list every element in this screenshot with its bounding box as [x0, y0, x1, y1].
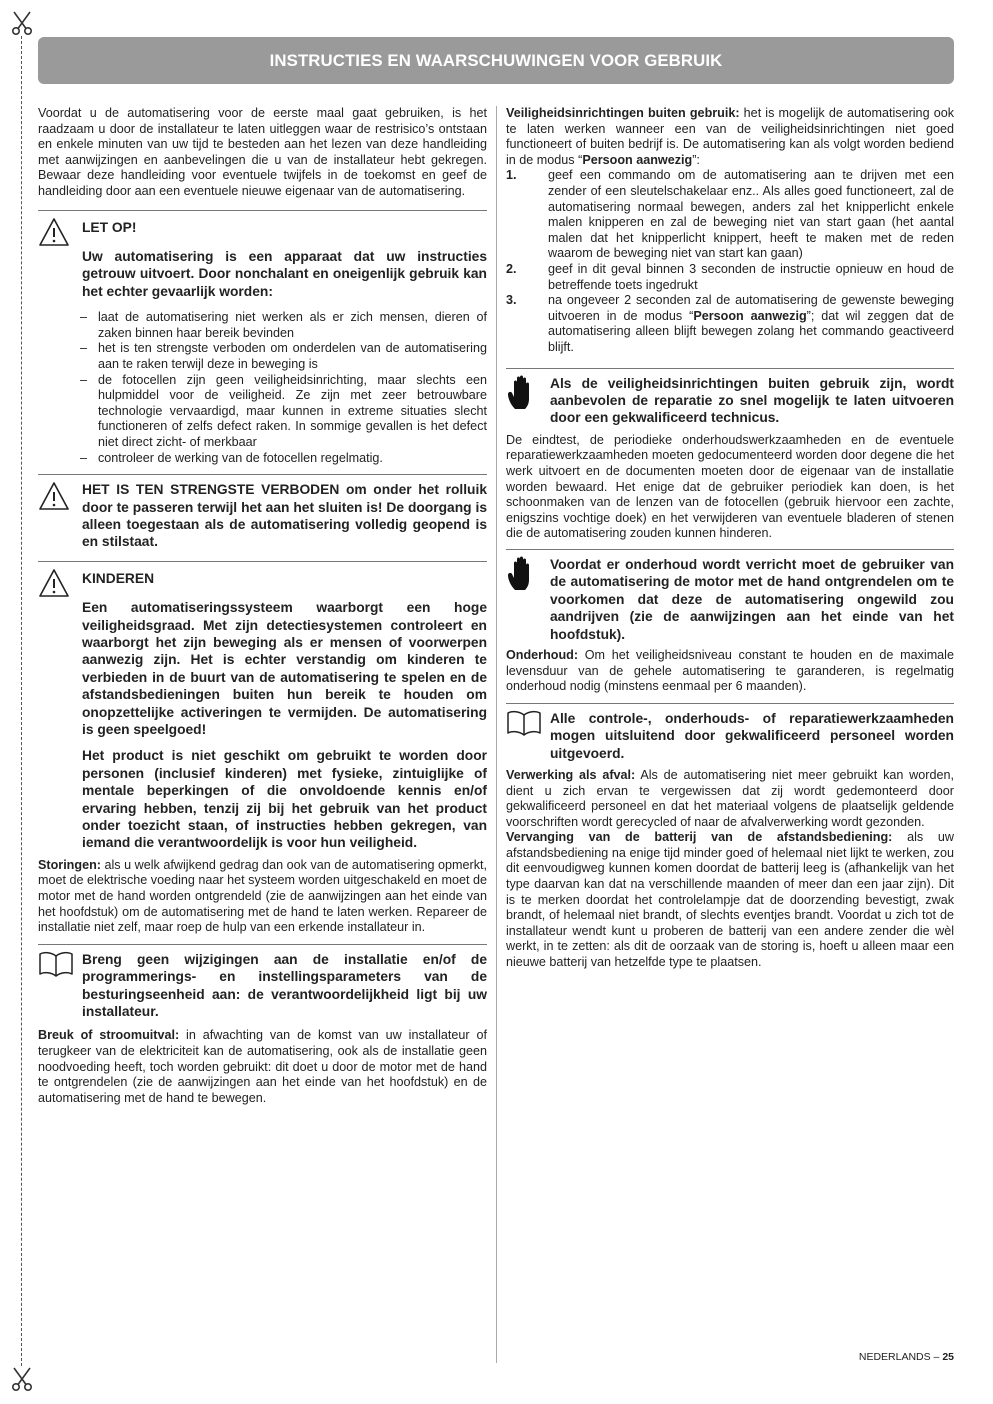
veilig-paragraph — [506, 106, 954, 168]
list-item: – controleer de werking van de fotocellen regelmatig. — [80, 451, 487, 467]
list-item: – de fotocellen zijn geen veiligheidsinrichting, maar slechts een hulpmiddel voor de veiligheid. Ze zijn met zeer betrouwbare technologie vervaardigd, maar kunnen in extreme situaties slecht functioneren of zelfs defect raken. In sommige gevallen is het defect niet direct zicht- of merkbaar — [80, 373, 487, 451]
step-number: 1. — [506, 168, 517, 183]
warning-text: Een automatiseringssysteem waarborgt een hoge veiligheidsgraad. Met zijn detectiesystemen controleert en waarborgt het zijn beweging als er mensen of voorwerpen aanwezig zijn. Het is echter verstandig om kinderen te verbieden in de buurt van de automatisering te spelen en de afstandsbedieningen buiten hun bereik te houden om onopzettelijke activeringen te vermijden. De automatisering is geen speelgoed! — [82, 600, 487, 737]
warning-block-kinderen — [38, 561, 487, 852]
list-item — [506, 262, 954, 293]
book-icon — [38, 951, 74, 977]
hand-stop-icon — [506, 556, 538, 592]
column-divider — [496, 106, 497, 1363]
warning-block-verboden — [38, 474, 487, 551]
steps-list — [506, 168, 954, 355]
scissors-icon — [9, 1366, 35, 1392]
warning-text: HET IS TEN STRENGSTE VERBODEN om onder het rolluik door te passeren terwijl het aan het sluiten is! De doorgang is alleen toegestaan als de automatisering volledig geopend is en stilstaat. — [82, 482, 487, 550]
page-number: 25 — [942, 1351, 954, 1363]
hand-stop-icon — [506, 375, 538, 411]
storingen-paragraph — [38, 858, 487, 936]
right-column — [506, 106, 954, 971]
paragraph-text: ”: — [692, 152, 700, 167]
mode-name: Persoon aanwezig — [582, 152, 693, 167]
section-title: INSTRUCTIES EN WAARSCHUWINGEN VOOR GEBRUIK — [269, 50, 723, 70]
page-footer — [859, 1350, 954, 1366]
warning-icon — [38, 568, 70, 598]
warning-title: KINDEREN — [82, 570, 155, 586]
batterij-paragraph — [506, 830, 954, 970]
notice-text: Als de veiligheidsinrichtingen buiten gebruik zijn, wordt aanbevolen de reparatie zo snel mogelijk te laten uitvoeren door een gekwalificeerd technicus. — [550, 375, 954, 426]
paragraph-text: in afwachting van de komst van uw installateur of terugkeer van de elektriciteit kan de automatisering, ook als de installatie geen noodvoeding heeft, toch worden gebruikt: dit doet u door de motor met de hand te ontgrendelen (zie de aanwijzingen aan het einde van het hoofdstuk) en de automatisering met de hand te bewegen. — [38, 1028, 487, 1105]
breuk-paragraph — [38, 1028, 487, 1106]
paragraph-label: Breuk of stroomuitval: — [38, 1028, 180, 1043]
step-text: geef een commando om de automatisering aan te drijven met een zender of een sleutelschakelaar enz.. Als alles goed functioneert, zal de automatisering normaal bewegen, anders zal het knipperlicht enkele malen knipperen en zal de beweging niet van start gaan (het aantal malen dat het knipperlicht knippert, heeft te maken met de reden waarom de beweging niet van start kan gaan) — [548, 168, 954, 261]
book-icon — [506, 710, 542, 736]
notice-text: Alle controle-, onderhouds- of reparatiewerkzaamheden mogen uitsluitend door gekwalificeerd personeel worden uitgevoerd. — [550, 710, 954, 761]
section-header — [38, 37, 954, 84]
warning-text: Het product is niet geschikt om gebruikt te worden door personen (inclusief kinderen) met fysieke, zintuiglijke of mentale beperkingen of die onvoldoende kennis en/of ervaring hebben, tenzij zij bij het gebruik van het product onder toezicht staan, of instructies hebben gekregen, van iemand die verantwoordelijk is voor hun veiligheid. — [82, 748, 487, 851]
step-text: geef in dit geval binnen 3 seconden de instructie opnieuw en houd de betreffende toets ingedrukt — [548, 261, 954, 292]
list-item: – het is ten strengste verboden om onderdelen van de automatisering aan te raken terwijl deze in beweging is — [80, 341, 487, 372]
onderhoud-paragraph — [506, 648, 954, 695]
step-number: 3. — [506, 293, 517, 308]
list-item — [506, 293, 954, 355]
hand-block-onderhoud — [506, 549, 954, 643]
intro-paragraph: Voordat u de automatisering voor de eerste maal gaat gebruiken, is het raadzaam u door de installateur te laten uitleggen waar de restrisico’s ontstaan en enkele minuten van uw tijd te besteden aan het lezen van deze handleiding met aanwijzingen en aanbevelingen die u van de installateur hebt gekregen. Bewaar deze handleiding voor eventuele twijfels in de toekomst en geef de handleiding door aan een eventuele nieuwe eigenaar van de automatisering. — [38, 106, 487, 198]
warning-title: LET OP! — [82, 219, 137, 235]
paragraph-label: Vervanging van de batterij van de afstandsbediening: — [506, 830, 893, 845]
paragraph-label: Onderhoud: — [506, 647, 579, 662]
warning-block-letop — [38, 210, 487, 467]
warning-icon — [38, 481, 70, 511]
step-text: na ongeveer 2 seconden zal de automatisering de gewenste beweging uitvoeren in de modus “Persoon aanwezig”; dat wil zeggen dat de automatisering alleen blijft bewegen zolang het commando geactiveerd blijft. — [548, 293, 954, 354]
eindtest-paragraph: De eindtest, de periodieke onderhoudswerkzaamheden en de eventuele reparatiewerkzaamheden moeten gedocumenteerd worden door degene die het werk uitvoert en de documenten moeten door de eigenaar van de installatie worden bewaard. Het enige dat de gebruiker periodiek kan doen, is het schoonmaken van de lenzen van de fotocellen (gebruik hiervoor een zachte, enigszins vochtige doek) en het verwijderen van eventuele bladeren of stenen die de automatisering zouden kunnen hinderen. — [506, 432, 954, 541]
notice-block-personeel — [506, 703, 954, 762]
list-item: – laat de automatisering niet werken als er zich mensen, dieren of zaken binnen haar bereik bevinden — [80, 310, 487, 341]
paragraph-text: Om het veiligheidsniveau constant te houden en de maximale levensduur van de gehele automatisering te garanderen, is regelmatig onderhoud nodig (minstens eenmaal per 6 maanden). — [506, 647, 954, 694]
footer-language: NEDERLANDS – — [858, 1351, 943, 1363]
notice-text: Breng geen wijzigingen aan de installatie en/of de programmerings- en instellingsparameters van de besturingseenheid aan: de verantwoordelijkheid ligt bij uw installateur. — [82, 951, 487, 1020]
mode-name: Persoon aanwezig — [693, 308, 807, 323]
paragraph-text: als uw afstandsbediening na enige tijd minder goed of helemaal niet lijkt te werken, zou dit eenvoudigweg kunnen komen doordat de batterij leeg is (afhankelijk van het type daarvan kan dat na verschillende maanden of meer dan een jaar zijn). Dit is te merken doordat het controlelampje dat de doorzending bevestigt, zwak brandt, of helemaal niet brandt, of slechts eventjes brandt. Voordat u zich tot de installateur wendt kunt u proberen de batterij van een andere zender die wèl werkt, in te zetten: als dit de oorzaak van de storing is, hoeft u alleen maar een nieuwe batterij van hetzelfde type te plaatsen. — [506, 830, 954, 970]
paragraph-label: Verwerking als afval: — [506, 767, 636, 782]
hand-block-repair — [506, 368, 954, 427]
notice-block-wijzigingen — [38, 944, 487, 1021]
paragraph-label: Storingen: — [38, 857, 101, 872]
warning-icon — [38, 217, 70, 247]
warning-text: Uw automatisering is een apparaat dat uw instructies getrouw uitvoert. Door nonchalant en oneigenlijk gebruik kan het echter gevaarlijk worden: — [82, 248, 487, 299]
step-number: 2. — [506, 261, 517, 276]
paragraph-label: Veiligheidsinrichtingen buiten gebruik: — [506, 106, 740, 120]
paragraph-text: Als de automatisering niet meer gebruikt kan worden, dient u zich ervan te vergewissen dat zij wordt gedemonteerd door gekwalificeerd personeel en dat het materiaal volgens de plaatselijk geldende voorschriften wordt gerecycled of naar de afvalverwerking wordt gezonden. — [506, 767, 954, 829]
list-item — [506, 168, 954, 262]
cut-line — [21, 36, 22, 1366]
notice-text: Voordat er onderhoud wordt verricht moet de gebruiker van de automatisering de motor met de hand ontgrendelen om te voorkomen dat deze de automatisering ongewild zou aandrijven (zie de aanwijzingen aan het einde van het hoofdstuk). — [550, 556, 954, 642]
left-column — [38, 106, 487, 1106]
paragraph-text: als u welk afwijkend gedrag dan ook van de automatisering opmerkt, moet de elektrische voeding naar het systeem worden uitgeschakeld en moet de motor met de hand worden ontgrendeld (zie de aanwijzingen aan het einde van het hoofdstuk) om de automatisering met de hand te laten werken. Repareer de installatie niet zelf, maar roep de hulp van een erkende installateur in. — [38, 857, 487, 935]
afval-paragraph — [506, 768, 954, 830]
paragraph-text: het is mogelijk de automatisering ook te laten werken wanneer een van de veiligheidsinrichtingen niet goed functioneert of buiten bedrijf is. De automatisering kan als volgt worden bediend in de modus “ — [506, 106, 954, 167]
scissors-icon — [9, 10, 35, 36]
